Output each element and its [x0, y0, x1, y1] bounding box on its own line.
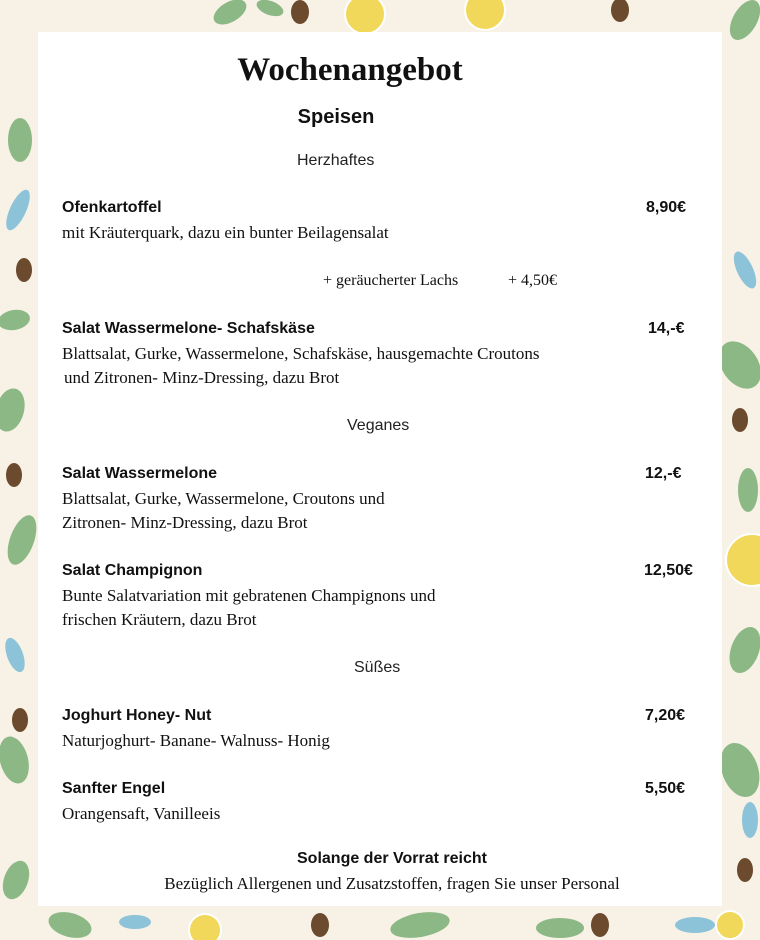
lemon-icon — [716, 911, 744, 939]
item-price: 14,-€ — [648, 320, 685, 337]
item-description: Naturjoghurt- Banane- Walnuss- Honig — [62, 731, 330, 750]
coffee-bean-icon — [6, 463, 22, 487]
leaf-icon — [729, 248, 760, 291]
item-description: Blattsalat, Gurke, Wassermelone, Croutons und — [62, 489, 385, 508]
coffee-bean-icon — [311, 913, 329, 937]
lemon-icon — [465, 0, 505, 30]
item-price: 8,90€ — [646, 199, 687, 216]
item-name: Salat Wassermelone- Schafskäse — [62, 320, 315, 337]
leaf-icon — [1, 635, 28, 674]
leaf-icon — [46, 908, 95, 940]
allergen-note: Bezüglich Allergenen und Zusatzstoffen, fragen Sie unser Personal — [164, 874, 620, 893]
item-name: Salat Wassermelone — [62, 465, 218, 482]
lemon-icon — [345, 0, 385, 34]
coffee-bean-icon — [732, 408, 748, 432]
item-name: Ofenkartoffel — [62, 199, 162, 216]
item-description: Zitronen- Minz-Dressing, dazu Brot — [62, 513, 308, 532]
item-description: Orangensaft, Vanilleeis — [62, 804, 221, 823]
leaf-icon — [536, 918, 584, 938]
section-heading-herzhaftes: Herzhaftes — [297, 152, 375, 169]
leaf-icon — [254, 0, 285, 19]
extra-option-label: + geräucherter Lachs — [323, 272, 459, 289]
leaf-icon — [742, 802, 758, 838]
coffee-bean-icon — [291, 0, 309, 24]
coffee-bean-icon — [16, 258, 32, 282]
leaf-icon — [388, 908, 451, 940]
leaf-icon — [2, 511, 42, 568]
menu-card — [38, 32, 722, 906]
item-name: Sanfter Engel — [62, 780, 166, 797]
leaf-icon — [738, 468, 758, 512]
item-description: Bunte Salatvariation mit gebratenen Champignons und — [62, 586, 436, 605]
leaf-icon — [8, 118, 32, 162]
item-description: Blattsalat, Gurke, Wassermelone, Schafskäse, hausgemachte Croutons — [62, 344, 540, 363]
item-price: 12,-€ — [645, 465, 682, 482]
lemon-icon — [726, 534, 760, 586]
leaf-icon — [0, 385, 29, 435]
coffee-bean-icon — [591, 913, 609, 937]
item-price: 12,50€ — [644, 562, 693, 579]
item-name: Salat Champignon — [62, 562, 203, 579]
leaf-icon — [119, 915, 151, 929]
leaf-icon — [1, 187, 34, 234]
item-description: und Zitronen- Minz-Dressing, dazu Brot — [64, 368, 340, 387]
section-heading-veganes: Veganes — [347, 417, 410, 434]
section-heading-suesses: Süßes — [354, 659, 401, 676]
menu-subtitle: Speisen — [297, 106, 375, 128]
item-name: Joghurt Honey- Nut — [62, 707, 212, 724]
availability-note: Solange der Vorrat reicht — [297, 850, 487, 867]
leaf-icon — [0, 307, 31, 332]
item-price: 5,50€ — [645, 780, 686, 797]
lemon-icon — [189, 914, 221, 940]
leaf-icon — [0, 733, 34, 787]
item-description: mit Kräuterquark, dazu ein bunter Beilagensalat — [62, 223, 389, 242]
leaf-icon — [0, 857, 34, 903]
item-description: frischen Kräutern, dazu Brot — [62, 610, 257, 629]
menu-title: Wochenangebot — [237, 52, 463, 88]
extra-option-price: + 4,50€ — [508, 272, 558, 289]
leaf-icon — [675, 917, 715, 933]
leaf-icon — [724, 623, 760, 678]
leaf-icon — [724, 0, 760, 45]
item-price: 7,20€ — [645, 707, 686, 724]
coffee-bean-icon — [12, 708, 28, 732]
leaf-icon — [209, 0, 250, 30]
coffee-bean-icon — [611, 0, 629, 22]
